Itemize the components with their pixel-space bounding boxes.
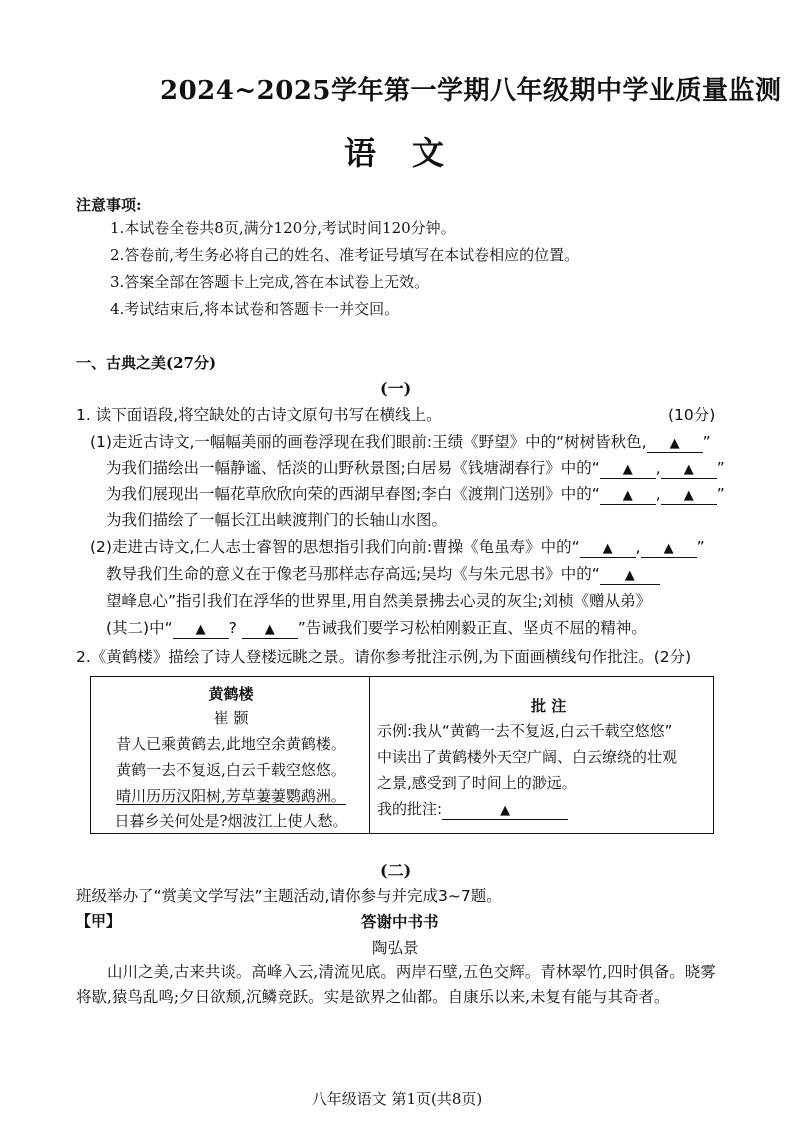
q1-line: 为我们描绘出一幅静谧、恬淡的山野秋景图;白居易《钱塘湖春行》中的“ ▲ , ▲ ” [106,459,725,477]
part-heading: (一) [380,379,412,398]
question-1-stem: 1. 读下面语段,将空缺处的古诗文原句书写在横线上。 [76,406,442,424]
my-annotation: 我的批注: ▲ [377,798,568,820]
q1-line: (其二)中“ ▲ ? ▲ ”告诫我们要学习松柏刚毅正直、坚贞不屈的精神。 [106,619,647,637]
poem-line-underlined: 晴川历历汉阳树,芳草萋萋鹦鹉洲。 [116,787,346,805]
annotation-example: 中读出了黄鹤楼外天空广阔、白云缭绕的壮观 [377,748,678,766]
passage-tag: 【甲】 [76,912,122,930]
q1-line: 教导我们生命的意义在于像老马那样志存高远;吴均《与朱元思书》中的“ ▲ [106,562,660,585]
answer-blank[interactable]: ▲ [647,433,703,453]
part-heading: (二) [380,861,412,880]
exam-title: 2024~2025学年第一学期八年级期中学业质量监测 [160,76,782,106]
table-divider [369,677,370,833]
answer-blank[interactable]: ▲ [173,619,229,639]
answer-blank[interactable]: ▲ [600,565,660,585]
answer-blank[interactable]: ▲ [641,538,697,558]
notice-item: 4.考试结束后,将本试卷和答题卡一并交回。 [110,300,400,318]
notice-item: 3.答案全部在答题卡上完成,答在本试卷上无效。 [110,273,430,291]
poem-line: 日暮乡关何处是?烟波江上使人愁。 [114,812,348,830]
q1-line: 望峰息心”指引我们在浮华的世界里,用自然美景拂去心灵的灰尘;刘桢《赠从弟》 [106,592,652,610]
notice-item: 1.本试卷全卷共8页,满分120分,考试时间120分钟。 [110,219,456,237]
answer-blank[interactable]: ▲ [661,485,717,505]
q1-line: 为我们展现出一幅花草欣欣向荣的西湖早春图;李白《渡荆门送别》中的“ ▲ , ▲ ” [106,485,725,503]
answer-blank[interactable]: ▲ [580,538,636,558]
annotation-heading: 批 注 [531,697,567,715]
notice-item: 2.答卷前,考生务必将自己的姓名、准考证号填写在本试卷相应的位置。 [110,246,580,264]
annotation-answer-blank[interactable]: ▲ [442,800,568,820]
poem-title: 黄鹤楼 [208,685,254,703]
poem-line: 黄鹤一去不复返,白云千载空悠悠。 [116,761,346,779]
answer-blank[interactable]: ▲ [600,485,656,505]
poem-author: 崔 颢 [213,709,249,727]
answer-blank[interactable]: ▲ [600,459,656,479]
section-heading: 一、古典之美(27分) [76,354,217,372]
poem-line: 昔人已乘黄鹤去,此地空余黄鹤楼。 [116,735,346,753]
q1-line: (1)走近古诗文,一幅幅美丽的画卷浮现在我们眼前:王绩《野望》中的“树树皆秋色, ▲ ” [90,433,711,451]
answer-blank[interactable]: ▲ [661,459,717,479]
activity-intro: 班级举办了“赏美文学写法”主题活动,请你参与并完成3~7题。 [76,887,502,905]
answer-blank[interactable]: ▲ [242,619,298,639]
question-2-stem: 2.《黄鹤楼》描绘了诗人登楼远眺之景。请你参考批注示例,为下面画横线句作批注。(2分) [76,648,692,666]
essay-author: 陶弘景 [372,939,419,957]
essay-title: 答谢中书书 [361,913,439,931]
q1-line: 为我们描绘了一幅长江出峡渡荆门的长轴山水图。 [106,511,448,529]
q1-line: (2)走进古诗文,仁人志士睿智的思想指引我们向前:曹操《龟虽寿》中的“ ▲ , ▲ ” [90,538,705,556]
essay-text: 山川之美,古来共谈。高峰入云,清流见底。两岸石壁,五色交辉。青林翠竹,四时俱备。晓雾将歇,猿鸟乱鸣;夕日欲颓,沉鳞竞跃。实是欲界之仙都。自康乐以来,未复有能与其奇者。 [76,963,716,1006]
annotation-example: 之景,感受到了时间上的渺远。 [377,774,577,792]
subject-title: 语文 [344,134,481,172]
poem-annotation-table [90,676,714,834]
page-footer: 八年级语文 第1页(共8页) [311,1090,483,1108]
notice-heading: 注意事项: [76,196,142,214]
annotation-example: 示例:我从“黄鹤一去不复返,白云千载空悠悠” [377,722,673,740]
question-1-score: (10分) [668,406,716,424]
